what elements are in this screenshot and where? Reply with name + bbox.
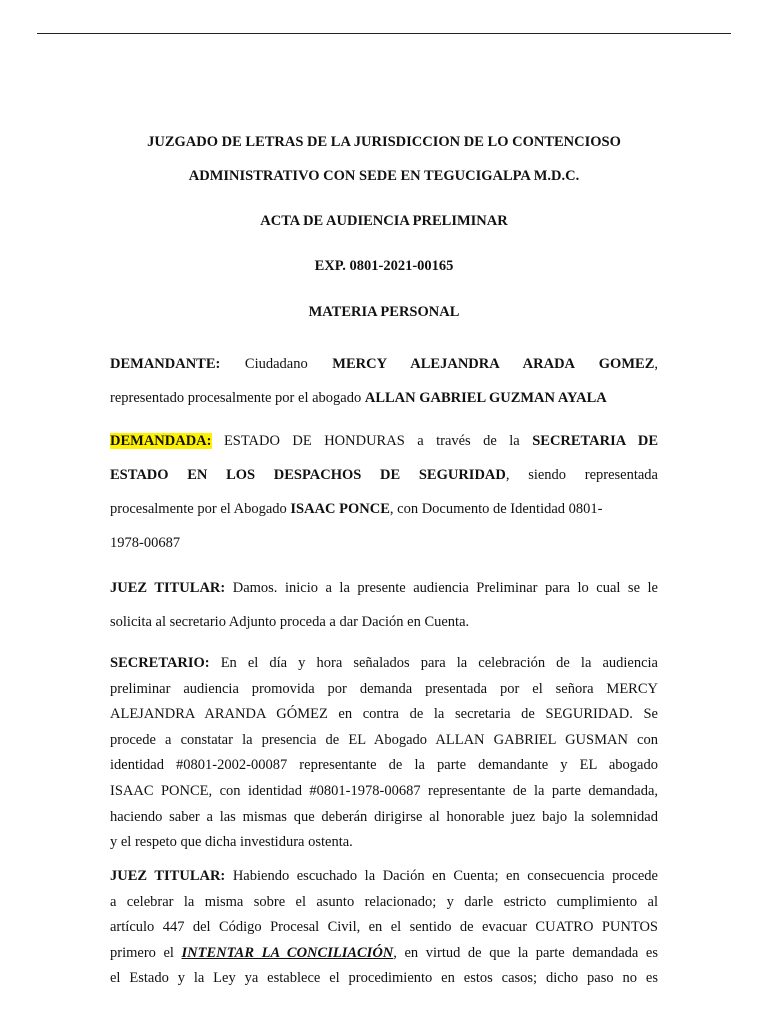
defendant-lawyer: ISAAC PONCE — [290, 501, 390, 517]
judge-label-2: JUEZ TITULAR: — [110, 868, 226, 884]
subject-matter: MATERIA PERSONAL — [308, 304, 460, 320]
plaintiff-name: MERCY ALEJANDRA ARADA GOMEZ — [332, 356, 655, 372]
case-number: EXP. 0801-2021-00165 — [314, 258, 454, 274]
secretary-label: SECRETARIO: — [110, 655, 210, 671]
plaintiff-lawyer: ALLAN GABRIEL GUZMAN AYALA — [364, 390, 607, 406]
conciliation-emphasis: INTENTAR LA CONCILIACIÓN — [181, 944, 394, 961]
defendant-paragraph: DEMANDADA: ESTADO DE HONDURAS a través de la SECRETARIA DE ESTADO EN LOS DESPACHOS DE SEGURIDAD, siendo representada procesalmente por el Abogado ISAAC PONCE, con Documento de Identidad 0801- 1978-00687 — [110, 433, 658, 551]
plaintiff-label: DEMANDANTE: — [110, 356, 221, 372]
judge-paragraph-1: JUEZ TITULAR: Damos. inicio a la presente audiencia Preliminar para lo cual se le solicita al secretario Adjunto proceda a dar Dación en Cuenta. — [110, 580, 658, 630]
defendant-label: DEMANDADA: — [110, 433, 212, 449]
judge-paragraph-2: JUEZ TITULAR: Habiendo escuchado la Dación en Cuenta; en consecuencia procede a celebrar la misma sobre el asunto relacionado; y darle estricto cumplimiento al artículo 447 del Código Procesal Civil, en el sentido de evacuar CUATRO PUNTOS primero el INTENTAR LA CONCILIACIÓN, en virtud de que la parte demandada es el Estado y la Ley ya establece el procedimiento en estos casos; dicho paso no es — [110, 868, 658, 987]
judge-label: JUEZ TITULAR: — [110, 580, 226, 596]
court-name-line-2: ADMINISTRATIVO CON SEDE EN TEGUCIGALPA M.D.C. — [188, 168, 580, 184]
header-rule — [37, 33, 731, 34]
document-title: ACTA DE AUDIENCIA PRELIMINAR — [260, 213, 508, 229]
secretary-paragraph: SECRETARIO: En el día y hora señalados para la celebración de la audiencia preliminar audiencia promovida por demanda presentada por el señora MERCY ALEJANDRA ARANDA GÓMEZ en contra de la secretaria de SEGURIDAD. Se procede a constatar la presencia de EL Abogado ALLAN GABRIEL GUSMAN con identidad #0801-2002-00087 representante de la parte demandante y EL abogado ISAAC PONCE, con identidad #0801-1978-00687 representante de la parte demandada, haciendo saber a las mismas que deberán dirigirse al honorable juez bajo la solemnidad y el respeto que dicha investidura ostenta. — [110, 655, 658, 851]
court-name-line-1: JUZGADO DE LETRAS DE LA JURISDICCION DE LO CONTENCIOSO — [147, 134, 621, 150]
plaintiff-paragraph: DEMANDANTE: Ciudadano MERCY ALEJANDRA ARADA GOMEZ, representado procesalmente por el abogado ALLAN GABRIEL GUZMAN AYALA — [110, 356, 658, 406]
